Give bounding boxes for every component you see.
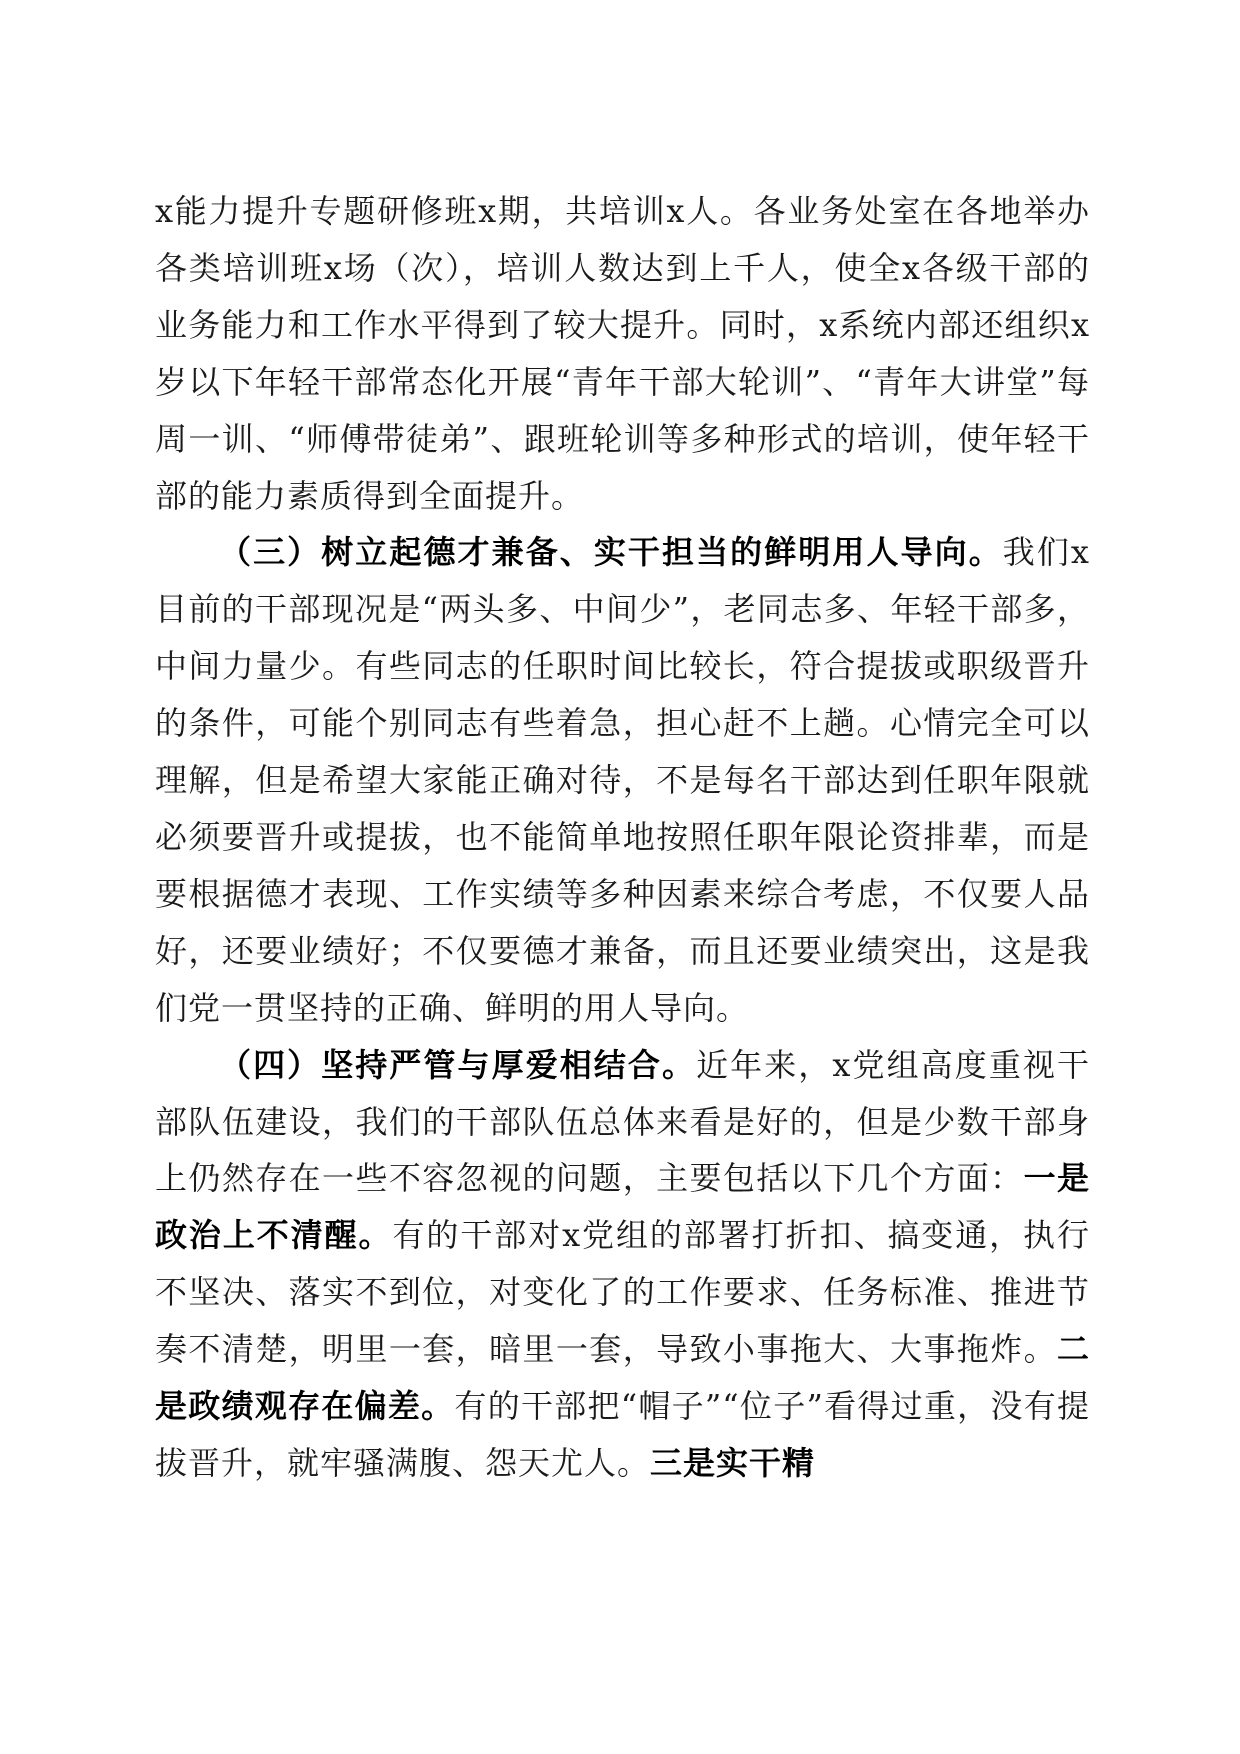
paragraph-text: x能力提升专题研修班x期，共培训x人。各业务处室在各地举办各类培训班x场（次），培训人数达到上千人，使全x各级干部的业务能力和工作水平得到了较大提升。同时，x系统内部还组织x岁以下年轻干部常态化开展“青年干部大轮训”、“青年大讲堂”每周一训、“师傅带徒弟”、跟班轮训等多种形式的培训，使年轻干部的能力素质得到全面提升。 [155, 192, 1090, 515]
paragraph-training [155, 183, 1090, 524]
point-heading-2: 二是政绩观存在偏差。 [155, 1330, 1090, 1426]
paragraph-personnel-orientation [155, 524, 1090, 1036]
paragraph-text: 有的干部把“帽子”“位子”看得过重，没有提拔晋升，就牢骚满腹、怨天尤人。 [155, 1387, 1090, 1482]
paragraph-strict-management [155, 1037, 1090, 1492]
point-heading-1: 一是政治上不清醒。 [155, 1159, 1090, 1255]
paragraph-text: 近年来，x党组高度重视干部队伍建设，我们的干部队伍总体来看是好的，但是少数干部身上仍然存在一些不容忽视的问题，主要包括以下几个方面： [155, 1045, 1090, 1198]
paragraph-text: 我们x目前的干部现况是“两头多、中间少”，老同志多、年轻干部多，中间力量少。有些同志的任职时间比较长，符合提拔或职级晋升的条件，可能个别同志有些着急，担心赶不上趟。心情完全可以理解，但是希望大家能正确对待，不是每名干部达到任职年限就必须要晋升或提拔，也不能简单地按照任职年限论资排辈，而是要根据德才表现、工作实绩等多种因素来综合考虑，不仅要人品好，还要业绩好；不仅要德才兼备，而且还要业绩突出，这是我们党一贯坚持的正确、鲜明的用人导向。 [155, 533, 1090, 1027]
document-body [155, 183, 1090, 1492]
section-heading-4: （四）坚持严管与厚爱相结合。 [219, 1045, 697, 1084]
point-heading-3: 三是实干精 [650, 1443, 816, 1482]
section-heading-3: （三）树立起德才兼备、实干担当的鲜明用人导向。 [219, 533, 1003, 572]
paragraph-text: 有的干部对x党组的部署打折扣、搞变通，执行不坚决、落实不到位，对变化了的工作要求、任务标准、推进节奏不清楚，明里一套，暗里一套，导致小事拖大、大事拖炸。 [155, 1216, 1090, 1369]
